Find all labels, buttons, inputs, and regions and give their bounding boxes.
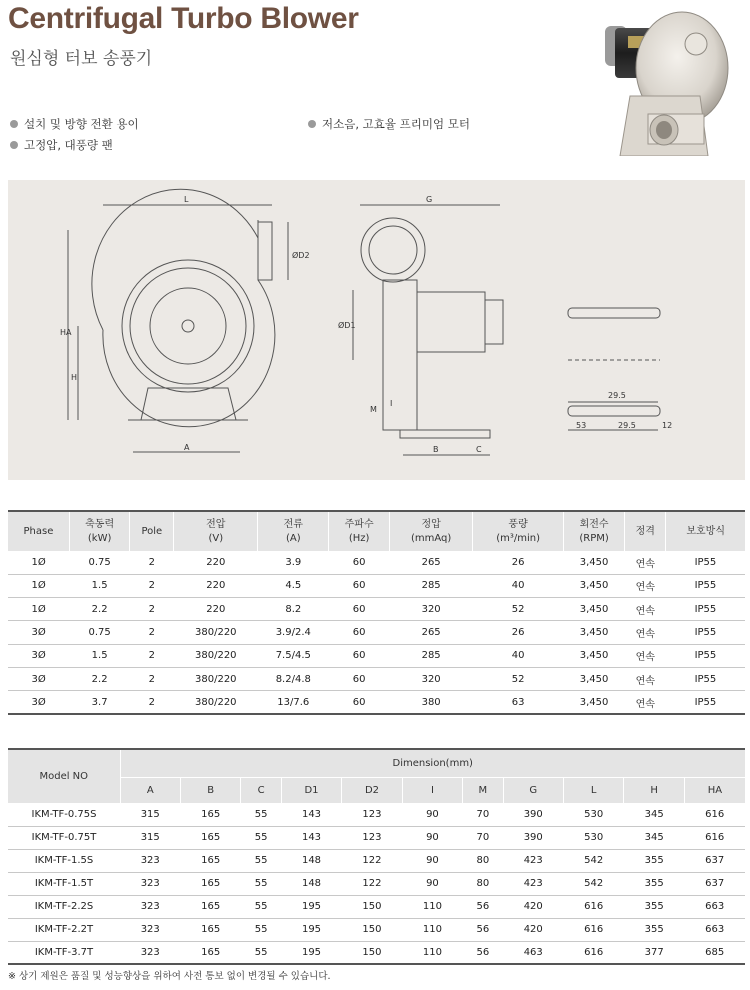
- spec-header-cell: [625, 511, 666, 551]
- table-cell: 637: [684, 872, 745, 895]
- table-cell: 345: [624, 803, 684, 826]
- table-cell: 40: [473, 644, 563, 667]
- table-cell: 3,450: [563, 598, 624, 621]
- dim-header-cell: D2: [342, 777, 402, 803]
- table-cell: 165: [180, 895, 240, 918]
- table-cell: 90: [402, 803, 462, 826]
- table-cell: 542: [563, 872, 623, 895]
- table-cell: 55: [241, 895, 281, 918]
- table-cell: 55: [241, 826, 281, 849]
- table-cell: 323: [120, 849, 180, 872]
- table-cell: 380/220: [174, 691, 258, 714]
- table-cell: 60: [329, 574, 390, 597]
- header-line: 주파수: [344, 518, 374, 530]
- table-cell: 143: [281, 826, 341, 849]
- table-cell: 3.7: [69, 691, 130, 714]
- label-L: L: [184, 195, 189, 204]
- table-cell: 355: [624, 895, 684, 918]
- table-cell: 148: [281, 872, 341, 895]
- table-cell: IP55: [666, 598, 745, 621]
- model-cell: IKM-TF-2.2T: [8, 918, 120, 941]
- table-cell: IP55: [666, 667, 745, 690]
- table-cell: 685: [684, 941, 745, 964]
- table-cell: 265: [389, 621, 472, 644]
- table-cell: 80: [463, 872, 503, 895]
- dim-header-cell: G: [503, 777, 563, 803]
- table-cell: 150: [342, 918, 402, 941]
- table-cell: 90: [402, 826, 462, 849]
- table-cell: 연속: [625, 691, 666, 714]
- model-cell: IKM-TF-3.7T: [8, 941, 120, 964]
- label-29-5-b: 29.5: [618, 421, 636, 430]
- dim-header-row-1: [8, 749, 745, 777]
- table-cell: 연속: [625, 598, 666, 621]
- table-cell: 2.2: [69, 598, 130, 621]
- spec-header-cell: [666, 511, 745, 551]
- table-cell: 1Ø: [8, 551, 69, 574]
- table-cell: 165: [180, 826, 240, 849]
- table-cell: 616: [563, 895, 623, 918]
- table-cell: 355: [624, 872, 684, 895]
- table-cell: 423: [503, 849, 563, 872]
- table-cell: 60: [329, 644, 390, 667]
- table-cell: 320: [389, 598, 472, 621]
- table-cell: 663: [684, 895, 745, 918]
- table-cell: 3,450: [563, 551, 624, 574]
- table-cell: 123: [342, 826, 402, 849]
- dim-header-cell: I: [402, 777, 462, 803]
- table-cell: 3,450: [563, 691, 624, 714]
- table-cell: 220: [174, 551, 258, 574]
- table-cell: 530: [563, 803, 623, 826]
- model-cell: IKM-TF-1.5S: [8, 849, 120, 872]
- spec-header-cell: [473, 511, 563, 551]
- label-D1: ØD1: [338, 321, 356, 330]
- table-cell: 3,450: [563, 621, 624, 644]
- model-header: Model NO: [8, 749, 120, 803]
- table-cell: 56: [463, 941, 503, 964]
- table-cell: 연속: [625, 574, 666, 597]
- table-row: [8, 551, 745, 574]
- table-cell: 3,450: [563, 574, 624, 597]
- header-unit: (mmAq): [410, 532, 452, 544]
- table-cell: 1.5: [69, 644, 130, 667]
- table-cell: 2: [130, 667, 174, 690]
- table-cell: 2: [130, 691, 174, 714]
- table-row: [8, 598, 745, 621]
- header-line: 풍량: [508, 518, 528, 530]
- table-row: [8, 918, 745, 941]
- table-cell: 3Ø: [8, 621, 69, 644]
- spec-header-cell: [563, 511, 624, 551]
- table-cell: 0.75: [69, 621, 130, 644]
- table-cell: 390: [503, 803, 563, 826]
- dim-header-cell: M: [463, 777, 503, 803]
- header-line: 정격: [635, 525, 655, 537]
- table-cell: 165: [180, 872, 240, 895]
- table-cell: 26: [473, 621, 563, 644]
- table-cell: 60: [329, 621, 390, 644]
- table-cell: 4.5: [258, 574, 329, 597]
- dim-header-cell: HA: [684, 777, 745, 803]
- table-row: [8, 849, 745, 872]
- header-line: 회전수: [579, 518, 609, 530]
- table-cell: 3,450: [563, 644, 624, 667]
- table-cell: 637: [684, 849, 745, 872]
- table-cell: IP55: [666, 691, 745, 714]
- footnote: ※ 상기 제원은 품질 및 성능향상을 위하여 사전 통보 없이 변경될 수 있습니다.: [8, 971, 331, 982]
- table-cell: 90: [402, 849, 462, 872]
- table-cell: 110: [402, 895, 462, 918]
- dimension-group-header: Dimension(mm): [120, 749, 745, 777]
- table-cell: 1.5: [69, 574, 130, 597]
- feature-text: 고정압, 대풍량 팬: [24, 138, 113, 152]
- table-cell: 323: [120, 895, 180, 918]
- label-12: 12: [662, 421, 673, 430]
- table-cell: 52: [473, 598, 563, 621]
- table-cell: 2: [130, 551, 174, 574]
- table-cell: 265: [389, 551, 472, 574]
- table-cell: 110: [402, 918, 462, 941]
- table-cell: 380: [389, 691, 472, 714]
- table-cell: 345: [624, 826, 684, 849]
- page-subtitle: 원심형 터보 송풍기: [10, 49, 153, 69]
- header-line: Pole: [141, 525, 163, 537]
- table-cell: 616: [563, 941, 623, 964]
- label-M: M: [370, 405, 377, 414]
- table-cell: 13/7.6: [258, 691, 329, 714]
- header-unit: (m³/min): [496, 532, 540, 544]
- table-cell: 165: [180, 941, 240, 964]
- model-cell: IKM-TF-1.5T: [8, 872, 120, 895]
- table-cell: 663: [684, 918, 745, 941]
- table-cell: 463: [503, 941, 563, 964]
- table-cell: 1Ø: [8, 574, 69, 597]
- spec-header-row: [8, 511, 745, 551]
- table-cell: 0.75: [69, 551, 130, 574]
- header-line: Phase: [23, 525, 54, 537]
- table-cell: 323: [120, 941, 180, 964]
- table-row: [8, 574, 745, 597]
- table-cell: 377: [624, 941, 684, 964]
- table-cell: 8.2: [258, 598, 329, 621]
- feature-text: 설치 및 방향 전환 용이: [24, 117, 139, 131]
- table-cell: 423: [503, 872, 563, 895]
- label-C: C: [476, 445, 482, 454]
- table-row: [8, 872, 745, 895]
- spec-header-cell: [174, 511, 258, 551]
- label-H: H: [71, 373, 78, 382]
- table-cell: 420: [503, 918, 563, 941]
- table-cell: 55: [241, 941, 281, 964]
- table-cell: 연속: [625, 551, 666, 574]
- label-29-5-a: 29.5: [608, 391, 626, 400]
- table-cell: 70: [463, 803, 503, 826]
- table-cell: 616: [684, 803, 745, 826]
- feature-text: 저소음, 고효율 프리미엄 모터: [322, 117, 470, 131]
- bullet-icon: [10, 141, 18, 149]
- table-cell: 70: [463, 826, 503, 849]
- page-title: Centrifugal Turbo Blower: [8, 2, 359, 35]
- table-cell: 380/220: [174, 644, 258, 667]
- table-cell: 3Ø: [8, 644, 69, 667]
- table-cell: 220: [174, 574, 258, 597]
- table-cell: 420: [503, 895, 563, 918]
- table-cell: 26: [473, 551, 563, 574]
- table-cell: 148: [281, 849, 341, 872]
- table-cell: 122: [342, 849, 402, 872]
- table-row: [8, 826, 745, 849]
- table-cell: 2: [130, 598, 174, 621]
- dim-header-cell: C: [241, 777, 281, 803]
- table-cell: 195: [281, 941, 341, 964]
- table-cell: 8.2/4.8: [258, 667, 329, 690]
- table-cell: 3.9/2.4: [258, 621, 329, 644]
- spec-header-cell: [258, 511, 329, 551]
- table-cell: IP55: [666, 574, 745, 597]
- header-unit: (A): [285, 532, 301, 544]
- dim-header-cell: H: [624, 777, 684, 803]
- table-cell: 165: [180, 803, 240, 826]
- table-cell: 320: [389, 667, 472, 690]
- feature-item: [308, 116, 470, 132]
- table-cell: 2: [130, 621, 174, 644]
- table-cell: 150: [342, 895, 402, 918]
- table-cell: 55: [241, 872, 281, 895]
- dim-header-cell: B: [180, 777, 240, 803]
- table-cell: 80: [463, 849, 503, 872]
- table-cell: 2: [130, 644, 174, 667]
- table-cell: 195: [281, 895, 341, 918]
- header-unit: (RPM): [579, 532, 609, 544]
- table-cell: 315: [120, 826, 180, 849]
- table-cell: 323: [120, 872, 180, 895]
- header-line: 보호방식: [686, 525, 725, 537]
- header-line: 축동력: [85, 518, 115, 530]
- header-unit: (kW): [87, 532, 112, 544]
- spec-header-cell: [69, 511, 130, 551]
- table-cell: IP55: [666, 644, 745, 667]
- label-B: B: [433, 445, 439, 454]
- table-row: [8, 941, 745, 964]
- table-cell: 3.9: [258, 551, 329, 574]
- table-cell: 56: [463, 918, 503, 941]
- table-cell: 380/220: [174, 667, 258, 690]
- table-cell: 143: [281, 803, 341, 826]
- table-cell: 3Ø: [8, 667, 69, 690]
- spec-header-cell: [329, 511, 390, 551]
- model-cell: IKM-TF-0.75S: [8, 803, 120, 826]
- table-cell: 7.5/4.5: [258, 644, 329, 667]
- table-cell: IP55: [666, 551, 745, 574]
- table-cell: 2.2: [69, 667, 130, 690]
- table-cell: 90: [402, 872, 462, 895]
- header-line: 전압: [206, 518, 226, 530]
- model-cell: IKM-TF-0.75T: [8, 826, 120, 849]
- table-row: [8, 644, 745, 667]
- table-row: [8, 691, 745, 714]
- table-cell: 315: [120, 803, 180, 826]
- table-cell: 110: [402, 941, 462, 964]
- table-cell: 285: [389, 574, 472, 597]
- header-line: 전류: [283, 518, 303, 530]
- table-cell: 63: [473, 691, 563, 714]
- table-cell: 165: [180, 849, 240, 872]
- table-cell: 2: [130, 574, 174, 597]
- table-cell: 616: [684, 826, 745, 849]
- header-line: 정압: [421, 518, 441, 530]
- table-cell: IP55: [666, 621, 745, 644]
- table-cell: 56: [463, 895, 503, 918]
- bullet-icon: [308, 120, 316, 128]
- table-cell: 285: [389, 644, 472, 667]
- table-cell: 40: [473, 574, 563, 597]
- table-cell: 165: [180, 918, 240, 941]
- table-cell: 380/220: [174, 621, 258, 644]
- table-cell: 60: [329, 667, 390, 690]
- table-cell: 60: [329, 598, 390, 621]
- bullet-icon: [10, 120, 18, 128]
- table-row: [8, 667, 745, 690]
- dim-header-cell: L: [563, 777, 623, 803]
- table-cell: 3Ø: [8, 691, 69, 714]
- header-unit: (V): [208, 532, 224, 544]
- table-cell: 55: [241, 918, 281, 941]
- table-cell: 연속: [625, 667, 666, 690]
- table-row: [8, 621, 745, 644]
- label-53: 53: [576, 421, 587, 430]
- spec-header-cell: [8, 511, 69, 551]
- feature-item: [10, 116, 139, 132]
- dimension-drawing: [8, 180, 745, 480]
- table-cell: 123: [342, 803, 402, 826]
- table-cell: 150: [342, 941, 402, 964]
- table-row: [8, 803, 745, 826]
- table-cell: 220: [174, 598, 258, 621]
- spec-table: [8, 510, 745, 715]
- label-HA: HA: [60, 328, 72, 337]
- table-cell: 연속: [625, 621, 666, 644]
- table-cell: 3,450: [563, 667, 624, 690]
- table-cell: 195: [281, 918, 341, 941]
- table-cell: 542: [563, 849, 623, 872]
- table-cell: 616: [563, 918, 623, 941]
- dim-header-cell: D1: [281, 777, 341, 803]
- table-cell: 55: [241, 849, 281, 872]
- table-cell: 122: [342, 872, 402, 895]
- table-cell: 연속: [625, 644, 666, 667]
- spec-header-cell: [389, 511, 472, 551]
- feature-item: [10, 137, 113, 153]
- table-cell: 60: [329, 691, 390, 714]
- drawing-svg: [8, 180, 745, 480]
- label-D2: ØD2: [292, 251, 310, 260]
- table-cell: 390: [503, 826, 563, 849]
- label-A: A: [184, 443, 190, 452]
- table-cell: 323: [120, 918, 180, 941]
- dimension-table: [8, 748, 745, 965]
- table-cell: 55: [241, 803, 281, 826]
- header-unit: (Hz): [348, 532, 370, 544]
- spec-header-cell: [130, 511, 174, 551]
- label-G: G: [426, 195, 433, 204]
- table-cell: 355: [624, 849, 684, 872]
- table-cell: 60: [329, 551, 390, 574]
- blower-photo: [600, 6, 740, 156]
- table-cell: 530: [563, 826, 623, 849]
- label-I: I: [390, 399, 393, 408]
- table-cell: 1Ø: [8, 598, 69, 621]
- table-cell: 52: [473, 667, 563, 690]
- model-cell: IKM-TF-2.2S: [8, 895, 120, 918]
- table-row: [8, 895, 745, 918]
- dim-header-cell: A: [120, 777, 180, 803]
- table-cell: 355: [624, 918, 684, 941]
